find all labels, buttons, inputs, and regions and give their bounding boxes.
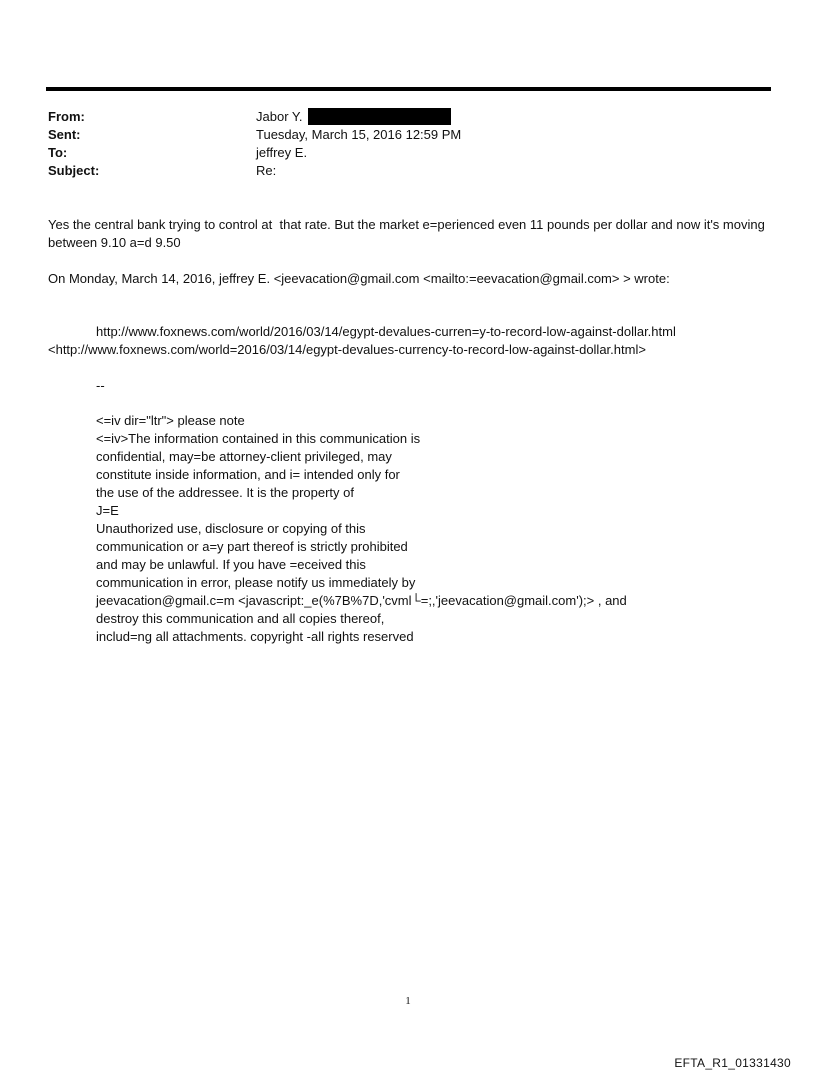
redaction-bar bbox=[308, 108, 451, 125]
from-row bbox=[48, 107, 748, 125]
sent-label: Sent: bbox=[48, 126, 81, 142]
subject-value: Re: bbox=[256, 162, 277, 178]
sent-row bbox=[48, 125, 748, 143]
from-value-wrap bbox=[256, 108, 451, 125]
header-divider bbox=[46, 87, 771, 91]
to-label: To: bbox=[48, 144, 68, 160]
signature-separator: -- bbox=[96, 378, 105, 393]
subject-row bbox=[48, 161, 748, 179]
article-link-line-1: http://www.foxnews.com/world/2016/03/14/egypt-devalues-curren=y-to-record-low-against-dollar.html bbox=[96, 324, 676, 339]
document-id: EFTA_R1_01331430 bbox=[674, 1056, 791, 1070]
disclaimer-line: <=iv>The information contained in this communication is bbox=[96, 431, 421, 446]
disclaimer-line: includ=ng all attachments. copyright -all rights reserved bbox=[96, 629, 414, 644]
quote-intro: On Monday, March 14, 2016, jeffrey E. <jeevacation@gmail.com <mailto:=eevacation@gmail.com> > wrote: bbox=[48, 271, 670, 286]
subject-label: Subject: bbox=[48, 162, 100, 178]
sent-value: Tuesday, March 15, 2016 12:59 PM bbox=[256, 126, 462, 142]
disclaimer-line: communication in error, please notify us immediately by bbox=[96, 575, 416, 590]
disclaimer-line: the use of the addressee. It is the property of bbox=[96, 485, 354, 500]
to-row bbox=[48, 143, 748, 161]
article-link-line-2: <http://www.foxnews.com/world=2016/03/14/egypt-devalues-currency-to-record-low-against-dollar.html> bbox=[48, 342, 646, 357]
disclaimer-line: communication or a=y part thereof is strictly prohibited bbox=[96, 539, 408, 554]
disclaimer-block bbox=[96, 412, 656, 646]
disclaimer-line: confidential, may=be attorney-client privileged, may bbox=[96, 449, 392, 464]
disclaimer-line: destroy this communication and all copies thereof, bbox=[96, 611, 385, 626]
disclaimer-line: Unauthorized use, disclosure or copying of this bbox=[96, 521, 366, 536]
from-value: Jabor Y. bbox=[256, 108, 303, 124]
to-value: jeffrey E. bbox=[256, 144, 308, 160]
disclaimer-line: J=E bbox=[96, 503, 119, 518]
from-label: From: bbox=[48, 108, 85, 124]
disclaimer-line: jeevacation@gmail.c=m <javascript:_e(%7B%7D,'cvml└=;,'jeevacation@gmail.com');> , and bbox=[96, 593, 627, 608]
reply-text: Yes the central bank trying to control at that rate. But the market e=perienced even 11 pounds per dollar and now it's moving between 9.10 a=d 9.50 bbox=[48, 217, 769, 250]
page-number: 1 bbox=[405, 995, 411, 1007]
disclaimer-line: and may be unlawful. If you have =eceived this bbox=[96, 557, 366, 572]
email-header bbox=[48, 107, 748, 179]
disclaimer-line: constitute inside information, and i= intended only for bbox=[96, 467, 400, 482]
disclaimer-line: <=iv dir="ltr"> please note bbox=[96, 413, 245, 428]
